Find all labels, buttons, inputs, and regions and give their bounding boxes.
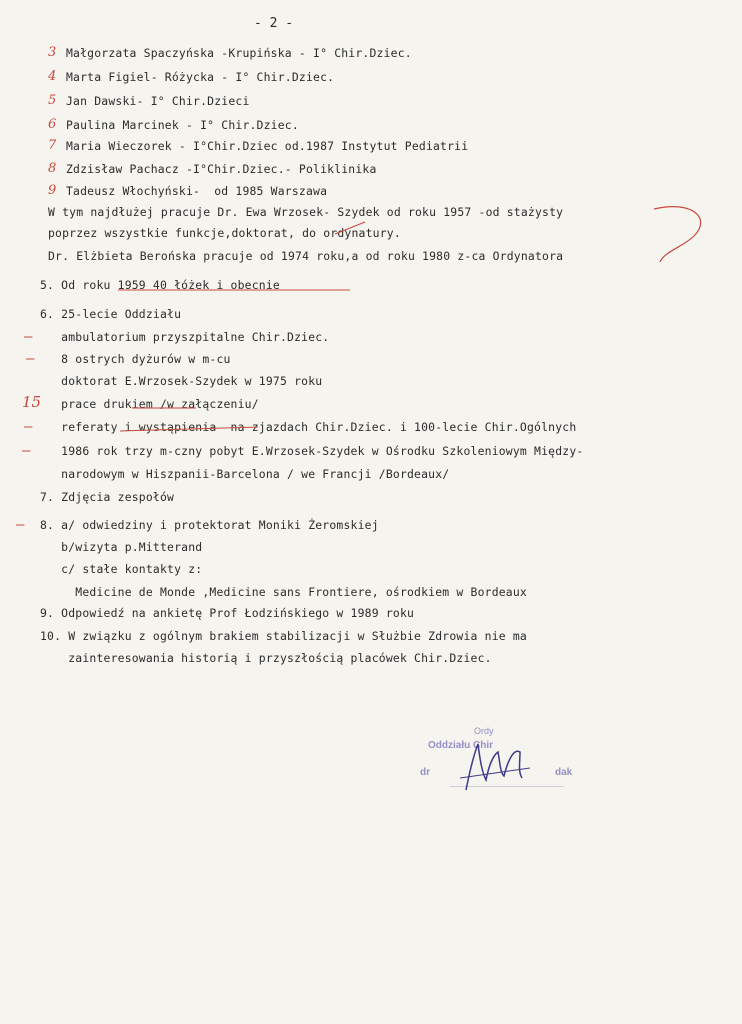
margin-dash: — <box>22 443 31 459</box>
item-6-line-1: ambulatorium przyszpitalne Chir.Dziec. <box>40 330 330 344</box>
item-8-c: c/ stałe kontakty z: <box>40 562 203 576</box>
margin-number: 8 <box>48 161 57 176</box>
item-6-line-7: narodowym w Hiszpanii-Barcelona / we Francji /Bordeaux/ <box>40 467 450 481</box>
staff-line-7: Tadeusz Włochyński- od 1985 Warszawa <box>66 184 328 198</box>
stamp-line: ──────────────────── <box>450 782 564 791</box>
staff-line-2: Marta Figiel- Różycka - I° Chir.Dziec. <box>66 70 335 84</box>
item-7: 7. Zdjęcia zespołów <box>40 490 175 504</box>
margin-number: 5 <box>48 93 57 108</box>
staff-line-1: Małgorzata Spaczyńska -Krupińska - I° Chir.Dziec. <box>66 46 412 60</box>
margin-number: 6 <box>48 117 57 132</box>
item-6-line-6: 1986 rok trzy m-czny pobyt E.Wrzosek-Szydek w Ośrodku Szkoleniowym Między- <box>40 444 584 458</box>
item-5: 5. Od roku 1959 40 łóżek i obecnie <box>40 278 280 292</box>
stamp-text: Oddziału Chir <box>428 740 493 751</box>
item-8-c-line: Medicine de Monde ,Medicine sans Frontiere, ośrodkiem w Bordeaux <box>40 585 527 599</box>
item-9: 9. Odpowiedź na ankietę Prof Łodzińskiego w 1989 roku <box>40 606 415 620</box>
stamp-text: dr <box>420 767 430 778</box>
item-6-line-2: 8 ostrych dyżurów w m-cu <box>40 352 231 366</box>
margin-number: 4 <box>48 69 57 84</box>
item-10: 10. W związku z ogólnym brakiem stabilizacji w Służbie Zdrowia nie ma <box>40 629 527 643</box>
item-6-line-4: prace drukiem /w załączeniu/ <box>40 397 259 411</box>
margin-number: 15 <box>22 393 42 411</box>
margin-dash: — <box>24 419 33 435</box>
margin-number: 9 <box>48 183 57 198</box>
item-8: 8. a/ odwiedziny i protektorat Moniki Żeromskiej <box>40 518 379 532</box>
item-8-b: b/wizyta p.Mitterand <box>40 540 203 554</box>
paragraph-line-2: poprzez wszystkie funkcje,doktorat, do ordynatury. <box>48 226 401 240</box>
item-6: 6. 25-lecie Oddziału <box>40 307 182 321</box>
margin-dash: — <box>26 351 35 367</box>
margin-number: 3 <box>48 45 57 60</box>
page-number: - 2 - <box>254 16 294 31</box>
margin-number: 7 <box>48 138 57 153</box>
stamp-text: dak <box>555 767 573 778</box>
item-10-line: zainteresowania historią i przyszłością placówek Chir.Dziec. <box>40 651 492 665</box>
item-6-line-5: referaty i wystąpienia na zjazdach Chir.Dziec. i 100-lecie Chir.Ogólnych <box>40 420 577 434</box>
margin-dash: — <box>16 517 25 533</box>
stamp-text: Ordy <box>474 726 494 736</box>
item-6-line-3: doktorat E.Wrzosek-Szydek w 1975 roku <box>40 374 323 388</box>
paragraph-line-1: W tym najdłużej pracuje Dr. Ewa Wrzosek- Szydek od roku 1957 -od stażysty <box>48 205 564 219</box>
staff-line-6: Zdzisław Pachacz -I°Chir.Dziec.- Poliklinika <box>66 162 377 176</box>
margin-dash: — <box>24 329 33 345</box>
staff-line-4: Paulina Marcinek - I° Chir.Dziec. <box>66 118 299 132</box>
paragraph-line-3: Dr. Elżbieta Berońska pracuje od 1974 roku,a od roku 1980 z-ca Ordynatora <box>48 249 564 263</box>
staff-line-3: Jan Dawski- I° Chir.Dzieci <box>66 94 250 108</box>
staff-line-5: Maria Wieczorek - I°Chir.Dziec od.1987 Instytut Pediatrii <box>66 139 469 153</box>
